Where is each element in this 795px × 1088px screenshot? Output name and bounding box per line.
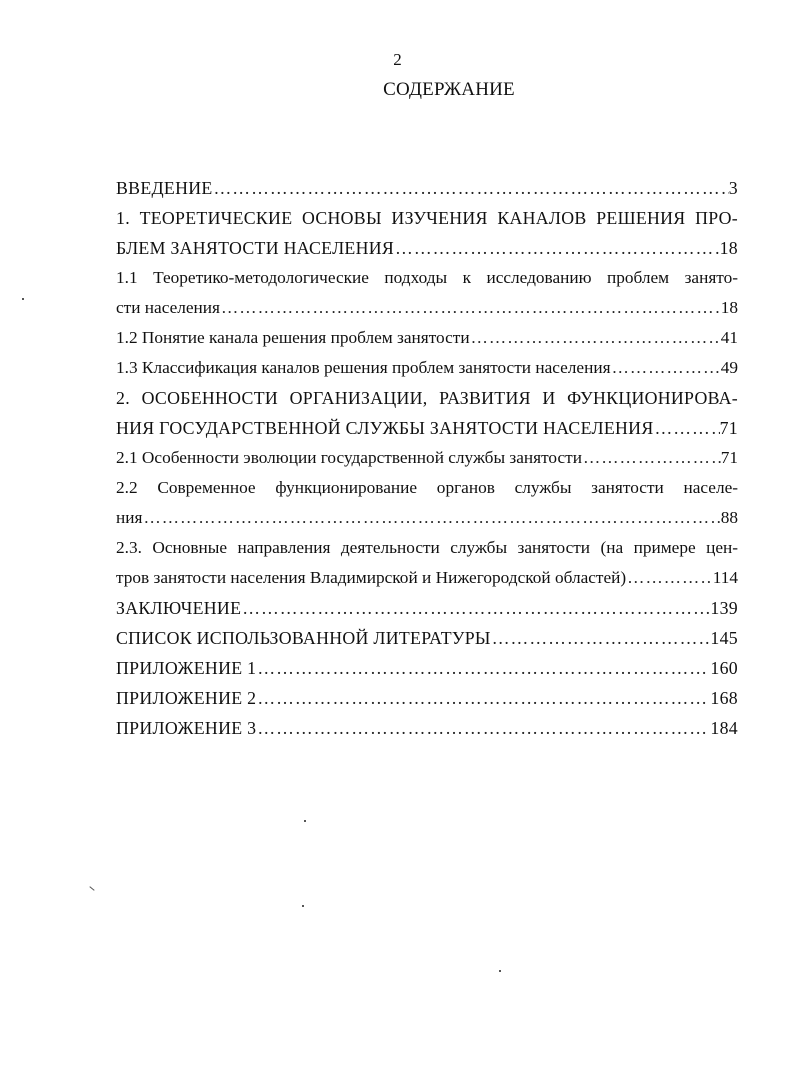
table-of-contents [116, 173, 738, 743]
toc-entry-title: ПРИЛОЖЕНИЕ 3 [116, 718, 257, 738]
toc-entry-section-2-1[interactable] [116, 443, 738, 473]
toc-entry-title: ния [116, 508, 143, 527]
toc-entry-title: 1.3 Классификация каналов решения проблем занятости населения [116, 358, 611, 377]
toc-entry-chapter-2[interactable] [116, 413, 738, 443]
toc-entry-title: БЛЕМ ЗАНЯТОСТИ НАСЕЛЕНИЯ [116, 238, 395, 258]
toc-entry-section-2-2[interactable] [116, 503, 738, 533]
leader-dots [582, 443, 721, 473]
leader-dots [220, 293, 721, 323]
scan-speck [499, 970, 501, 972]
toc-entry-page: 184 [710, 718, 738, 738]
toc-entry-conclusion[interactable] [116, 593, 738, 623]
toc-entry-section-1-2[interactable] [116, 323, 738, 353]
toc-entry-appendix-1[interactable] [116, 653, 738, 683]
toc-entry-page: 145 [710, 628, 738, 648]
leader-dots [256, 653, 710, 683]
leader-dots [653, 413, 719, 443]
toc-entry-section-1-3[interactable] [116, 353, 738, 383]
toc-entry-page: 18 [720, 298, 738, 317]
leader-dots [241, 593, 710, 623]
toc-entry-title: 2.1 Особенности эволюции государственной службы занятости [116, 448, 582, 467]
page-number: 2 [393, 50, 402, 69]
toc-entry-page: 71 [719, 418, 738, 438]
toc-entry-page: 49 [720, 358, 738, 377]
toc-entry-title: НИЯ ГОСУДАРСТВЕННОЙ СЛУЖБЫ ЗАНЯТОСТИ НАСЕЛЕНИЯ [116, 418, 654, 438]
toc-entry-page: 139 [710, 598, 738, 618]
toc-entry-title: ПРИЛОЖЕНИЕ 1 [116, 658, 257, 678]
leader-dots [394, 233, 720, 263]
scan-speck [22, 298, 24, 300]
toc-entry-section-2-3[interactable] [116, 563, 738, 593]
page-title: СОДЕРЖАНИЕ [383, 79, 515, 100]
toc-entry-chapter-1-line-1[interactable]: 1. ТЕОРЕТИЧЕСКИЕ ОСНОВЫ ИЗУЧЕНИЯ КАНАЛОВ РЕШЕНИЯ ПРО- [116, 208, 738, 228]
toc-entry-appendix-3[interactable] [116, 713, 738, 743]
toc-entry-title: СПИСОК ИСПОЛЬЗОВАННОЙ ЛИТЕРАТУРЫ [116, 628, 491, 648]
toc-entry-page: 160 [710, 658, 738, 678]
toc-entry-section-2-3-line-1[interactable]: 2.3. Основные направления деятельности службы занятости (на примере цен- [116, 538, 738, 557]
toc-entry-references[interactable] [116, 623, 738, 653]
leader-dots [626, 563, 713, 593]
toc-entry-appendix-2[interactable] [116, 683, 738, 713]
toc-entry-page: 3 [728, 178, 738, 198]
toc-entry-title: ВВЕДЕНИЕ [116, 178, 213, 198]
leader-dots [611, 353, 721, 383]
toc-entry-section-1-1-line-1[interactable]: 1.1 Теоретико-методологические подходы к исследованию проблем занято- [116, 268, 738, 287]
leader-dots [213, 173, 729, 203]
leader-dots [142, 503, 720, 533]
toc-entry-page: 71 [720, 448, 738, 467]
scan-speck [304, 820, 306, 822]
leader-dots [256, 713, 710, 743]
toc-entry-chapter-2-line-1[interactable]: 2. ОСОБЕННОСТИ ОРГАНИЗАЦИИ, РАЗВИТИЯ И ФУНКЦИОНИРОВА- [116, 388, 738, 408]
toc-entry-page: 18 [719, 238, 738, 258]
scan-speck [89, 886, 94, 891]
leader-dots [256, 683, 710, 713]
toc-entry-introduction[interactable] [116, 173, 738, 203]
scan-speck [302, 905, 304, 907]
toc-entry-title: 1.2 Понятие канала решения проблем занятости [116, 328, 470, 347]
toc-entry-page: 88 [720, 508, 738, 527]
toc-entry-section-1-1[interactable] [116, 293, 738, 323]
toc-entry-title: ПРИЛОЖЕНИЕ 2 [116, 688, 257, 708]
toc-entry-page: 114 [712, 568, 738, 587]
leader-dots [470, 323, 721, 353]
toc-entry-section-2-2-line-1[interactable]: 2.2 Современное функционирование органов службы занятости населе- [116, 478, 738, 497]
toc-entry-page: 41 [720, 328, 738, 347]
toc-entry-page: 168 [710, 688, 738, 708]
toc-entry-title: ЗАКЛЮЧЕНИЕ [116, 598, 242, 618]
leader-dots [491, 623, 711, 653]
toc-entry-title: тров занятости населения Владимирской и Нижегородской областей) [116, 568, 627, 587]
toc-entry-title: сти населения [116, 298, 220, 317]
toc-entry-chapter-1[interactable] [116, 233, 738, 263]
